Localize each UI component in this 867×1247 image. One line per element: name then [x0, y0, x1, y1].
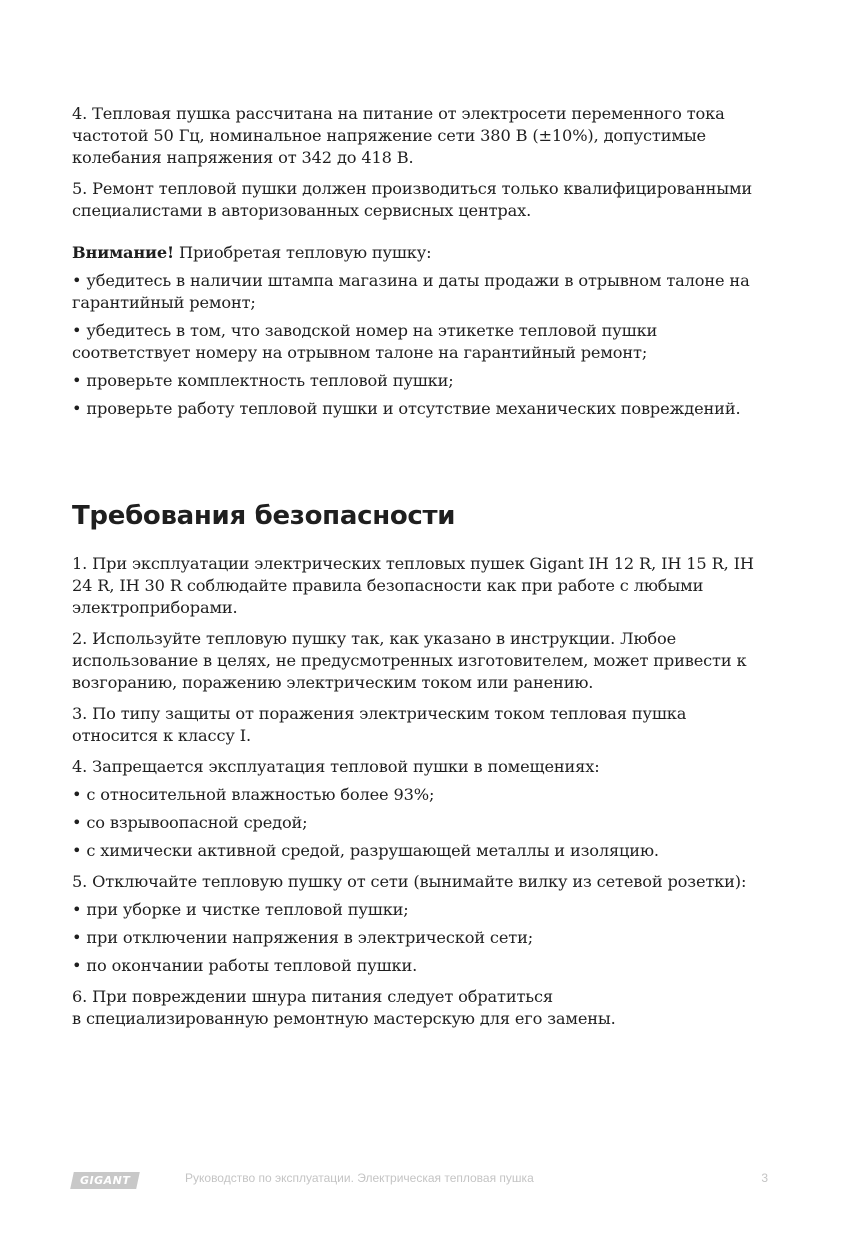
footer-title: Руководство по эксплуатации. Электрическая тепловая пушка [185, 1171, 534, 1185]
intro-item-5: 5. Ремонт тепловой пушки должен производиться только квалифицированными специалистами в авторизованных сервисных центрах. [72, 179, 753, 220]
safety-item-1: 1. При эксплуатации электрических тепловых пушек Gigant IH 12 R, IH 15 R, IH 24 R, IH 30 R соблюдайте правила безопасности как при работе с любыми электроприборами. [72, 554, 754, 617]
safety-item-2: 2. Используйте тепловую пушку так, как указано в инструкции. Любое использование в целях, не предусмотренных изготовителем, может привести к возгоранию, поражению электрическим током или ранению. [72, 629, 747, 692]
safety-item-6-line-2: в специализированную ремонтную мастерскую для его замены. [72, 1009, 616, 1028]
safety-item-3: 3. По типу защиты от поражения электрическим током тепловая пушка относится к классу I. [72, 704, 687, 745]
safety-item-4-bullet-1: • с относительной влажностью более 93%; [72, 785, 435, 804]
safety-item-5: 5. Отключайте тепловую пушку от сети (вынимайте вилку из сетевой розетки): [72, 872, 747, 891]
safety-item-6 [72, 986, 762, 1030]
safety-heading: Требования безопасности [72, 501, 456, 531]
warning-bullet-3: • проверьте комплектность тепловой пушки; [72, 371, 454, 390]
page-footer [72, 1170, 768, 1192]
warning-bullet-1: • убедитесь в наличии штампа магазина и даты продажи в отрывном талоне на гарантийный ремонт; [72, 271, 750, 312]
logo-text: GIGANT [79, 1174, 131, 1187]
safety-item-5-bullet-3: • по окончании работы тепловой пушки. [72, 956, 418, 975]
document-body [72, 103, 762, 1030]
page-number: 3 [761, 1171, 768, 1185]
safety-item-5-bullet-2: • при отключении напряжения в электрической сети; [72, 928, 534, 947]
safety-item-5-bullet-1: • при уборке и чистке тепловой пушки; [72, 900, 409, 919]
warning-bullet-4: • проверьте работу тепловой пушки и отсутствие механических повреждений. [72, 399, 741, 418]
intro-item-4: 4. Тепловая пушка рассчитана на питание от электросети переменного тока частотой 50 Гц, номинальное напряжение сети 380 В (±10%), допустимые колебания напряжения от 342 до 418 В. [72, 104, 725, 167]
warning-text: Приобретая тепловую пушку: [174, 243, 432, 262]
safety-item-4: 4. Запрещается эксплуатация тепловой пушки в помещениях: [72, 757, 600, 776]
safety-item-4-bullet-2: • со взрывоопасной средой; [72, 813, 308, 832]
warning-label: Внимание! [72, 243, 174, 262]
warning-intro [72, 242, 762, 264]
safety-item-6-line-1: 6. При повреждении шнура питания следует обратиться [72, 987, 553, 1006]
warning-bullet-2: • убедитесь в том, что заводской номер на этикетке тепловой пушки соответствует номеру на отрывном талоне на гарантийный ремонт; [72, 321, 658, 362]
gigant-logo [70, 1172, 140, 1189]
safety-heading-wrap [72, 499, 762, 533]
safety-item-4-bullet-3: • с химически активной средой, разрушающей металлы и изоляцию. [72, 841, 659, 860]
